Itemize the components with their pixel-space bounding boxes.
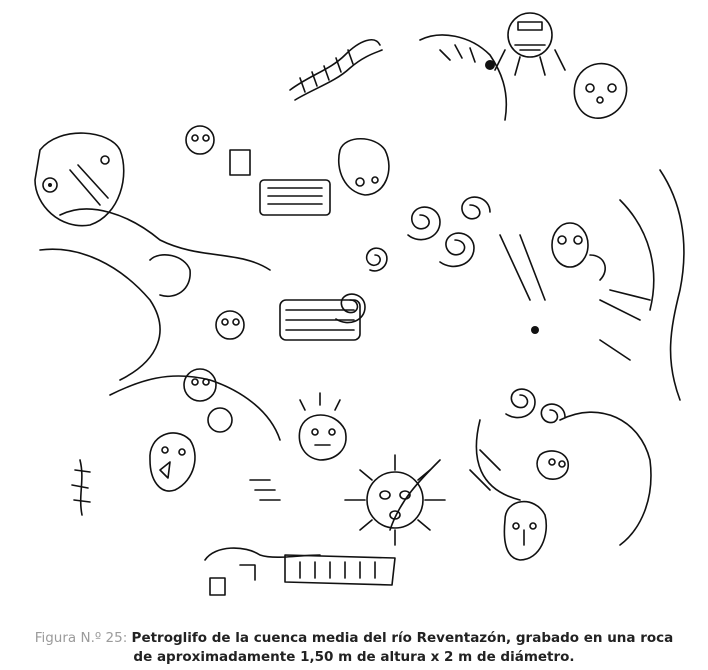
figure-label: Figura N.º 25: [34,630,128,646]
face-bottom-right [504,502,546,560]
rock-contour [40,170,684,545]
glyph-cluster-center [150,126,650,500]
figure-caption-line2 [0,647,708,667]
face-rayed [299,393,346,460]
spiral-lower [506,389,565,422]
face-left-large [35,133,124,226]
lizard-small [72,460,90,515]
face-top-right [495,13,565,75]
sun-face [345,455,445,545]
serpent-figure [290,35,506,120]
face-triangle [150,433,195,491]
figure-caption-line1 [0,628,708,648]
face-right [574,64,626,119]
face-right-mid [552,223,605,280]
caption-text-line1: Petroglifo de la cuenca media del río Reventazón, grabado en una roca [131,630,674,646]
spiral-pair-right [408,197,490,266]
figure-bottom-bar [205,548,395,595]
caption-text-line2: de aproximadamente 1,50 m de altura x 2 m de diámetro. [133,649,575,665]
spiral-center [367,248,387,271]
